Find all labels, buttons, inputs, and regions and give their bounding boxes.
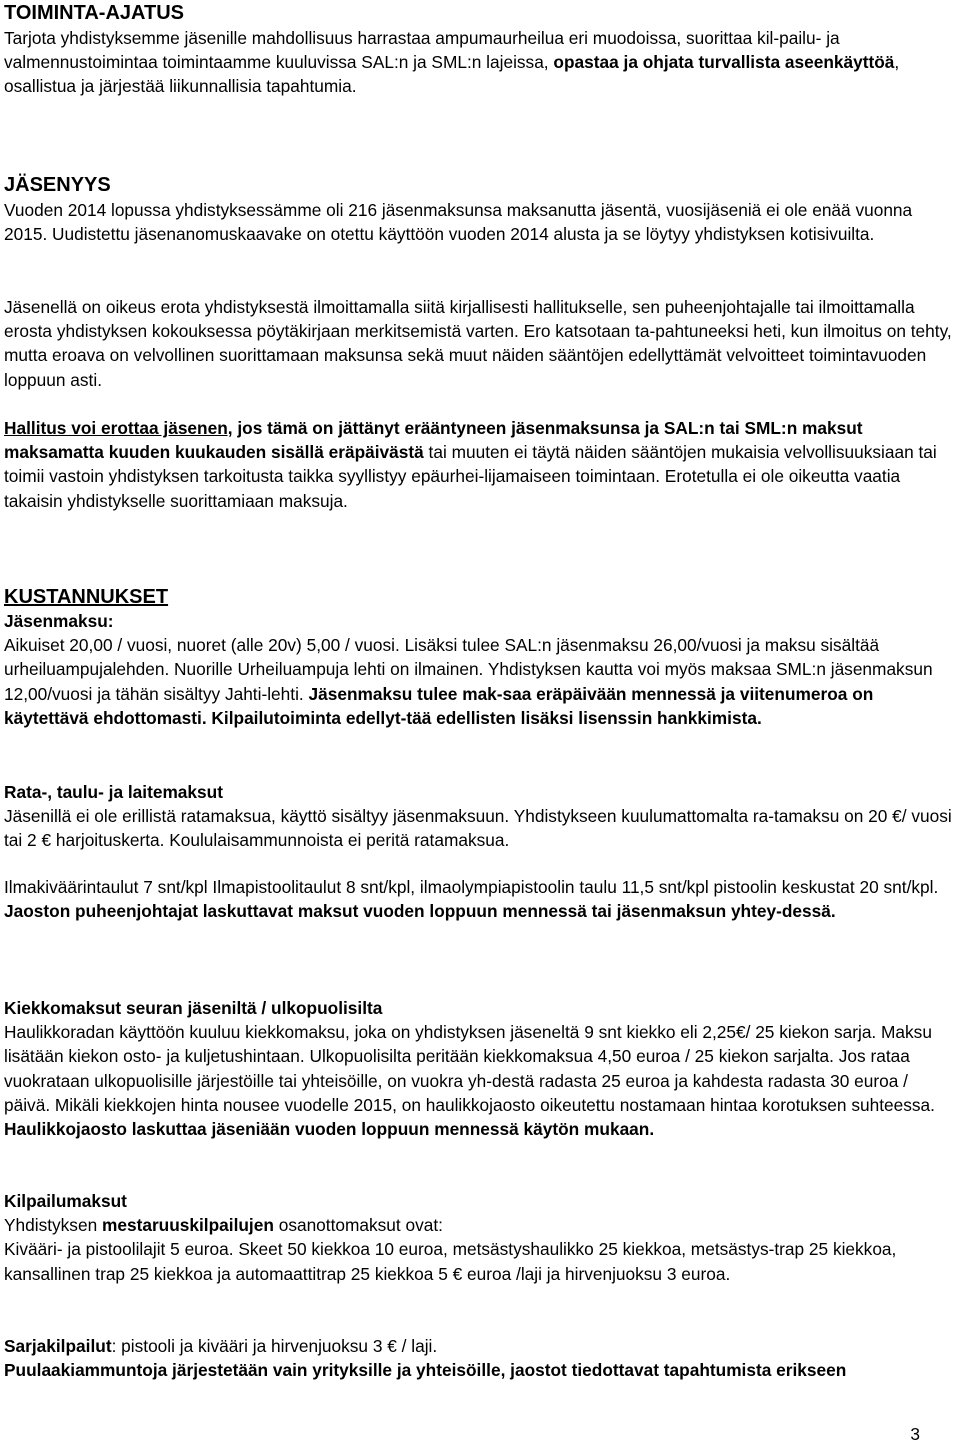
taulumaksut-bold: Jaoston puheenjohtajat laskuttavat maksut vuoden loppuun mennessä tai jäsenmaksun yhtey-dessä. xyxy=(4,901,836,922)
jasenyys-paragraph-erottaminen xyxy=(4,416,954,513)
jasenmaksu-title: Jäsenmaksu: xyxy=(4,611,114,631)
puulaaki-bold: Puulaakiammuntoja järjestetään vain yrityksille ja yhteisöille, jaostot tiedottavat tapahtumista erikseen xyxy=(4,1360,847,1381)
jasenmaksu-text: Aikuiset 20,00 / vuosi, nuoret (alle 20v) 5,00 / vuosi. Lisäksi tulee SAL:n jäsenmaksu 26,00/vuosi ja maksu sisältää urheiluampujalehden. Nuorille Urheiluampuja lehti on ilmainen. Yhdistyksen kautta voi myös maksaa SML:n jäsenmaksun 12,00/vuosi ja tähän sisältyy Jahti-lehti. xyxy=(4,635,933,704)
section-kilpailumaksut xyxy=(4,1189,954,1286)
section-jasenyys xyxy=(4,172,954,246)
heading-kustannukset: KUSTANNUKSET xyxy=(4,586,169,608)
kiekkomaksut-bold: Haulikkojaosto laskuttaa jäseniään vuoden loppuun mennessä käytön mukaan. xyxy=(4,1119,655,1140)
kilpailumaksut-intro-1: Yhdistyksen xyxy=(4,1215,102,1236)
ratamaksut-title: Rata-, taulu- ja laitemaksut xyxy=(4,782,223,802)
kilpailumaksut-intro-2: osanottomaksut ovat: xyxy=(273,1215,443,1236)
kilpailumaksut-intro xyxy=(4,1213,954,1237)
ratamaksut-text: Jäsenillä ei ole erillistä ratamaksua, käyttö sisältyy jäsenmaksuun. Yhdistykseen kuulumattomalta ra-tamaksu on 20 €/ vuosi tai 2 € harjoituskerta. Koululaisammunnoista ei peritä ratamaksua. xyxy=(4,806,952,851)
heading-jasenyys: JÄSENYYS xyxy=(4,174,111,196)
jasenyys-paragraph-1: Vuoden 2014 lopussa yhdistyksessämme oli 216 jäsenmaksunsa maksanutta jäsentä, vuosijäseniä ei ole enää vuonna 2015. Uudistettu jäsenanomuskaavake on otettu käyttöön vuoden 2014 alusta ja se löytyy yhdistyksen kotisivuilta. xyxy=(4,200,913,245)
toiminta-bold: opastaa ja ohjata turvallista aseenkäyttöä xyxy=(553,52,895,73)
page-number: 3 xyxy=(910,1424,920,1444)
kilpailumaksut-title: Kilpailumaksut xyxy=(4,1191,127,1211)
toiminta-text: Tarjota yhdistyksemme jäsenille mahdollisuus harrastaa ampumaurheilua eri muodoissa, suorittaa kil-pailu- ja valmennustoimintaa toimintaamme kuuluvissa SAL:n ja SML:n lajeissa, xyxy=(4,28,840,73)
erottaminen-bold: jos tämä on jättänyt erääntyneen jäsenmaksunsa ja SAL:n tai SML:n maksut maksamatta kuuden kuukauden sisällä eräpäivästä xyxy=(4,418,863,463)
toiminta-paragraph xyxy=(4,26,954,99)
jasenmaksu-bold: Jäsenmaksu tulee mak-saa eräpäivään mennessä ja viitenumeroa on käytettävä ehdottomasti. Kilpailutoiminta edellyt-tää edellisten lisäksi lisenssin hankkimista. xyxy=(4,683,874,728)
section-sarjakilpailut xyxy=(4,1334,846,1382)
jasenyys-paragraph-eroaminen: Jäsenellä on oikeus erota yhdistyksestä ilmoittamalla siitä kirjallisesti hallitukselle, sen puheenjohtajalle tai ilmoittamalla erosta yhdistyksen kokouksessa pöytäkirjaan merkitsemistä varten. Ero katsotaan ta-pahtuneeksi heti, kun ilmoitus on tehty, mutta eroava on velvollinen suorittamaan maksunsa sekä muut näiden sääntöjen edellyttämät velvoitteet toimintavuoden loppuun asti. xyxy=(4,297,952,390)
erottaminen-bold-underlined: Hallitus voi erottaa jäsenen, xyxy=(4,418,233,438)
kilpailumaksut-text: Kivääri- ja pistoolilajit 5 euroa. Skeet 50 kiekkoa 10 euroa, metsästyshaulikko 25 kiekkoa, metsästys-trap 25 kiekkoa, kansallinen trap 25 kiekkoa ja automaattitrap 25 kiekkoa 5 € euroa /laji ja hirvenjuoksu 3 euroa. xyxy=(4,1239,897,1284)
erottaminen-text: tai muuten ei täytä näiden sääntöjen mukaisia velvollisuuksiaan tai toimii vastoin yhdistyksen tarkoitusta taikka syyllistyy epäurhei-lijamaiseen toimintaan. Erotetulla ei ole oikeutta vaatia takaisin yhdistykselle suorittamiaan maksuja. xyxy=(4,442,937,511)
section-kiekkomaksut xyxy=(4,996,954,1141)
section-taulumaksut xyxy=(4,875,938,923)
kiekkomaksut-paragraph xyxy=(4,1020,954,1141)
jasenmaksu-paragraph xyxy=(4,633,954,730)
section-toiminta-ajatus xyxy=(4,0,954,99)
taulumaksut-text: Ilmakiväärintaulut 7 snt/kpl Ilmapistoolitaulut 8 snt/kpl, ilmaolympiapistoolin taulu 11,5 snt/kpl pistoolin keskustat 20 snt/kpl. xyxy=(4,877,939,897)
section-ratamaksut xyxy=(4,780,954,853)
kiekkomaksut-title: Kiekkomaksut seuran jäseniltä / ulkopuolisilta xyxy=(4,998,383,1018)
kiekkomaksut-text: Haulikkoradan käyttöön kuuluu kiekkomaksu, joka on yhdistyksen jäseneltä 9 snt kiekko eli 2,25€/ 25 kiekon sarja. Maksu lisätään kiekon osto- ja kuljetushintaan. Ulkopuolisilta peritään kiekkomaksua 4,50 euroa / 25 kiekon sarjalta. Jos rataa vuokrataan ulkopuolisille järjestöille tai yhteisöille, on vuokra yh-destä radasta 25 euroa ja kahdesta radasta 30 euroa / päivä. Mikäli kiekkojen hinta nousee vuodelle 2015, on haulikkojaosto oikeutettu nostamaan hintaa korotuksen suhteessa. xyxy=(4,1022,935,1115)
sarjakilpailut-paragraph xyxy=(4,1334,846,1358)
sarjakilpailut-text: : pistooli ja kivääri ja hirvenjuoksu 3 € / laji. xyxy=(111,1336,438,1356)
sarjakilpailut-bold: Sarjakilpailut xyxy=(4,1336,112,1356)
heading-toiminta-ajatus: TOIMINTA-AJATUS xyxy=(4,2,184,24)
kilpailumaksut-intro-bold: mestaruuskilpailujen xyxy=(101,1215,274,1236)
toiminta-end: , osallistua ja järjestää liikunnallisia tapahtumia. xyxy=(4,52,900,97)
section-jasenmaksu xyxy=(4,609,954,730)
